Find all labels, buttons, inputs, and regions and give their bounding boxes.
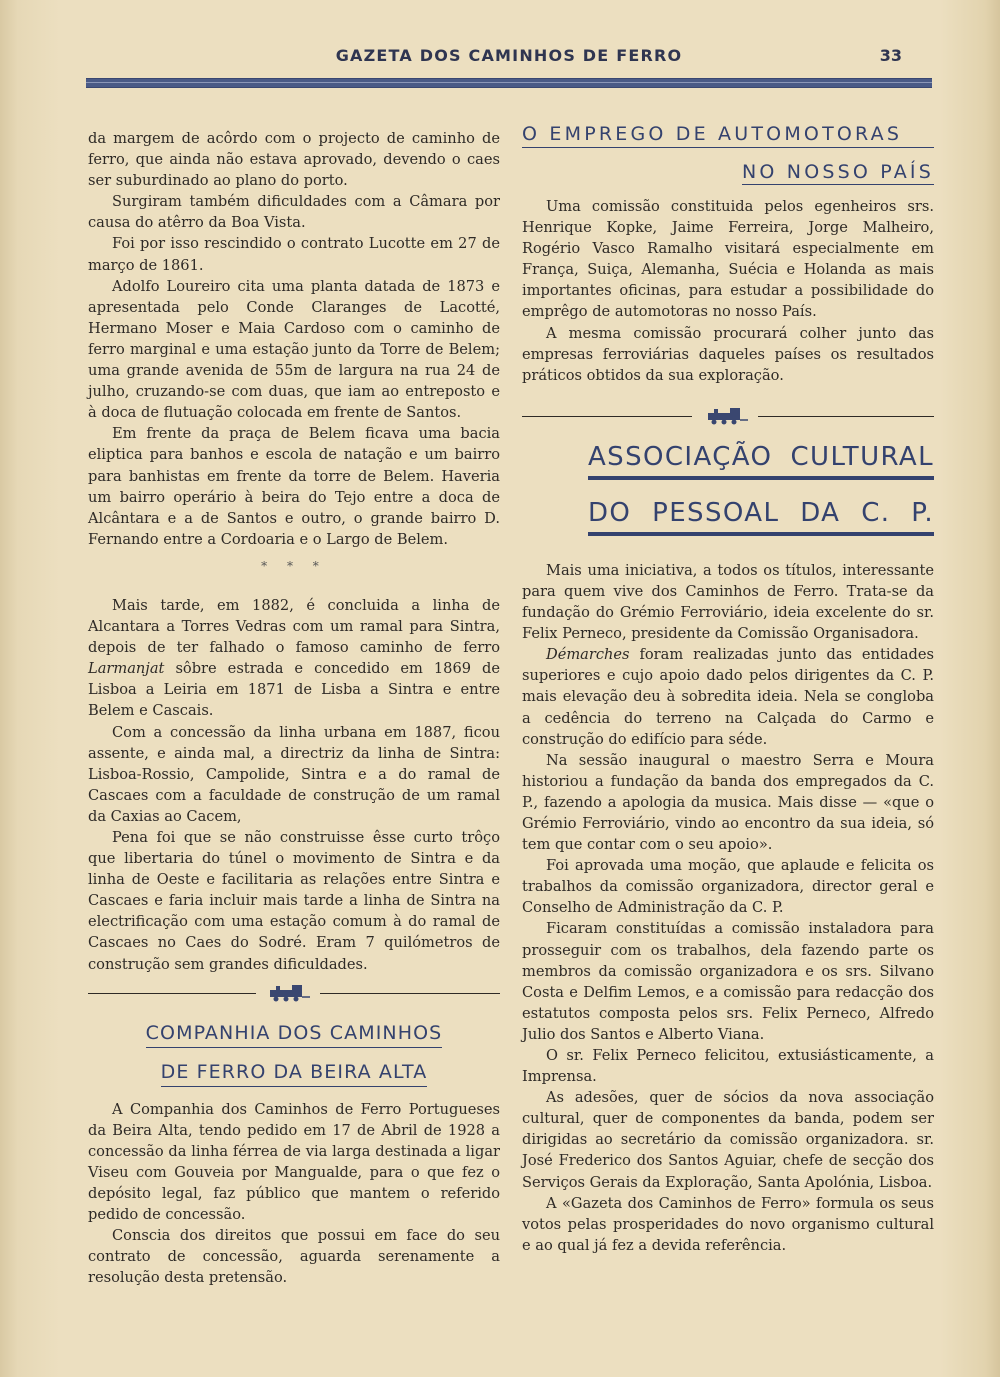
header-rule (86, 78, 932, 88)
divider-line (522, 416, 692, 418)
heading-line: NO NOSSO PAÍS (742, 161, 934, 183)
section-separator: * * * (261, 558, 327, 573)
heading-line: DE FERRO DA BEIRA ALTA (161, 1060, 428, 1087)
heading-line: O EMPREGO DE AUTOMOTORAS (522, 122, 934, 148)
article-paragraph: da margem de acôrdo com o projecto de caminho de ferro, que ainda não estava aprovado, devendo o caes ser suburdinado ao plano do porto. (88, 130, 500, 190)
associacao-heading (522, 442, 934, 536)
beira-alta-heading (88, 1021, 500, 1099)
article-paragraph: Foi por isso rescindido o contrato Lucotte em 27 de março de 1861. (88, 235, 500, 274)
article-paragraph (88, 595, 500, 722)
heading-line: COMPANHIA DOS CAMINHOS (146, 1021, 443, 1048)
article-paragraph: Pena foi que se não construisse êsse curto trôço que libertaria do túnel o movimento de Sintra e da linha de Oeste e facilitaria as relações entre Sintra e Cascaes e faria incluir mais tarde a linha de Sintra na electrificação com uma estação comum à do ramal de Cascaes no Caes do Sodré. Eram 7 quilómetros de construção sem grandes dificuldades. (88, 829, 500, 973)
right-column (522, 122, 934, 1256)
article-paragraph: A Companhia dos Caminhos de Ferro Portugueses da Beira Alta, tendo pedido em 17 de Abril de 1928 a concessão da linha férrea de via larga destinada a ligar Viseu com Gouveia por Mangualde, para o que fez o depósito legal, faz público que mantem o referido pedido de concessão. (88, 1100, 500, 1224)
article-paragraph: O sr. Felix Perneco felicitou, extusiásticamente, a Imprensa. (522, 1047, 934, 1086)
text-segment: Mais tarde, em 1882, é concluida a linha de Alcantara a Torres Vedras com um ramal para Sintra, depois de ter falhado o famoso caminho de ferro (88, 596, 500, 657)
article-paragraph: Surgiram também dificuldades com a Câmara por causa do atêrro da Boa Vista. (88, 193, 500, 232)
article-paragraph: Em frente da praça de Belem ficava uma bacia eliptica para banhos e escola de natação e um bairro para banhistas em frente da torre de Belem. Haveria um bairro operário à beira do Tejo entre a doca de Alcântara e a de Santos e outro, o grande bairro D. Fernando entre a Cordoaria e o Largo de Belem. (88, 425, 500, 548)
divider-line (88, 993, 256, 995)
page-number: 33 (879, 46, 902, 65)
article-paragraph: Na sessão inaugural o maestro Serra e Moura historiou a fundação da banda dos empregados da C. P., fazendo a apologia da musica. Mais disse — «que o Grémio Ferroviário, vindo ao encontro da sua ideia, só tem que contar com o seu apoio». (522, 751, 934, 854)
article-paragraph: Uma comissão constituida pelos egenheiros srs. Henrique Kopke, Jaime Ferreira, Jorge Malheiro, Rogério Vasco Ramalho visitará especialmente em França, Suiça, Alemanha, Suécia e Holanda as mais importantes oficinas, para estudar a possibilidade do emprêgo de automotoras no nosso País. (522, 198, 934, 321)
divider-line (320, 993, 500, 995)
article-paragraph (522, 644, 934, 749)
italic-term: Démarches (546, 646, 630, 664)
article-paragraph: Conscia dos direitos que possui em face do seu contrato de concessão, aguarda serenamente a resolução desta pretensão. (88, 1227, 500, 1287)
article-paragraph: A «Gazeta dos Caminhos de Ferro» formula os seus votos pelas prosperidades do novo organismo cultural e ao qual já fez a devida referência. (522, 1194, 934, 1254)
heading-line-wrap (522, 160, 934, 184)
heading-line: DO PESSOAL DA C. P. (588, 498, 934, 536)
article-paragraph: Mais uma iniciativa, a todos os títulos, interessante para quem vive dos Caminhos de Ferro. Trata-se da fundação do Grémio Ferroviário, ideia excelente do sr. Felix Perneco, presidente da Comissão Organisadora. (522, 561, 934, 643)
left-column (88, 128, 500, 1289)
automotoras-heading (522, 122, 934, 184)
ornament-divider (88, 981, 500, 1005)
ornament-divider (522, 404, 934, 428)
italic-term: Larmanjat (88, 660, 165, 678)
publication-title: GAZETA DOS CAMINHOS DE FERRO (335, 46, 683, 65)
locomotive-icon (706, 405, 750, 432)
article-paragraph: Foi aprovada uma moção, que aplaude e felicita os trabalhos da comissão organizadora, director geral e Conselho de Administração da C. P. (522, 857, 934, 917)
text-segment: foram realizadas junto das entidades superiores e cujo apoio dado pelos dirigentes da C. P. mais elevação deu à sobredita ideia. Nela se congloba a cedência do terreno na Calçada do Carmo e construção do edifício para séde. (522, 646, 934, 748)
article-paragraph: Adolfo Loureiro cita uma planta datada de 1873 e apresentada pelo Conde Claranges de Lacotté, Hermano Moser e Maia Cardoso com o caminho de ferro marginal e uma estação junto da Torre de Belem; uma grande avenida de 55m de largura na rua 24 de julho, cruzando-se com duas, que iam ao entreposto e à doca de flutuação colocada em frente de Santos. (88, 277, 500, 422)
article-paragraph: Com a concessão da linha urbana em 1887, ficou assente, e ainda mal, a directriz da linha de Sintra: Lisboa-Rossio, Campolide, Sintra e a do ramal de Cascaes com a faculdade de construção de um ramal da Caxias ao Cacem, (88, 723, 500, 825)
locomotive-icon (268, 982, 312, 1009)
divider-line (758, 416, 934, 418)
heading-line: ASSOCIAÇÃO CULTURAL (588, 442, 934, 480)
article-paragraph: Ficaram constituídas a comissão instaladora para prosseguir com os trabalhos, dela fazendo parte os membros da comissão organizadora e os srs. Silvano Costa e Delfim Lemos, e a comissão para redacção dos estatutos composta pelos srs. Felix Perneco, Alfredo Julio dos Santos e Alberto Viana. (522, 920, 934, 1043)
page-header (86, 44, 932, 70)
article-paragraph: A mesma comissão procurará colher junto das empresas ferroviárias daqueles países os resultados práticos obtidos da sua exploração. (522, 324, 934, 384)
text-segment: sôbre estrada e concedido em 1869 de Lisboa a Leiria em 1871 de Lisba a Sintra e entre Belem e Cascais. (88, 660, 501, 720)
article-paragraph: As adesões, quer de sócios da nova associação cultural, quer de componentes da banda, podem ser dirigidas ao secretário da comissão organizadora. sr. José Frederico dos Santos Aguiar, chefe de secção dos Serviços Gerais da Exploração, Santa Apolónia, Lisboa. (522, 1089, 934, 1191)
